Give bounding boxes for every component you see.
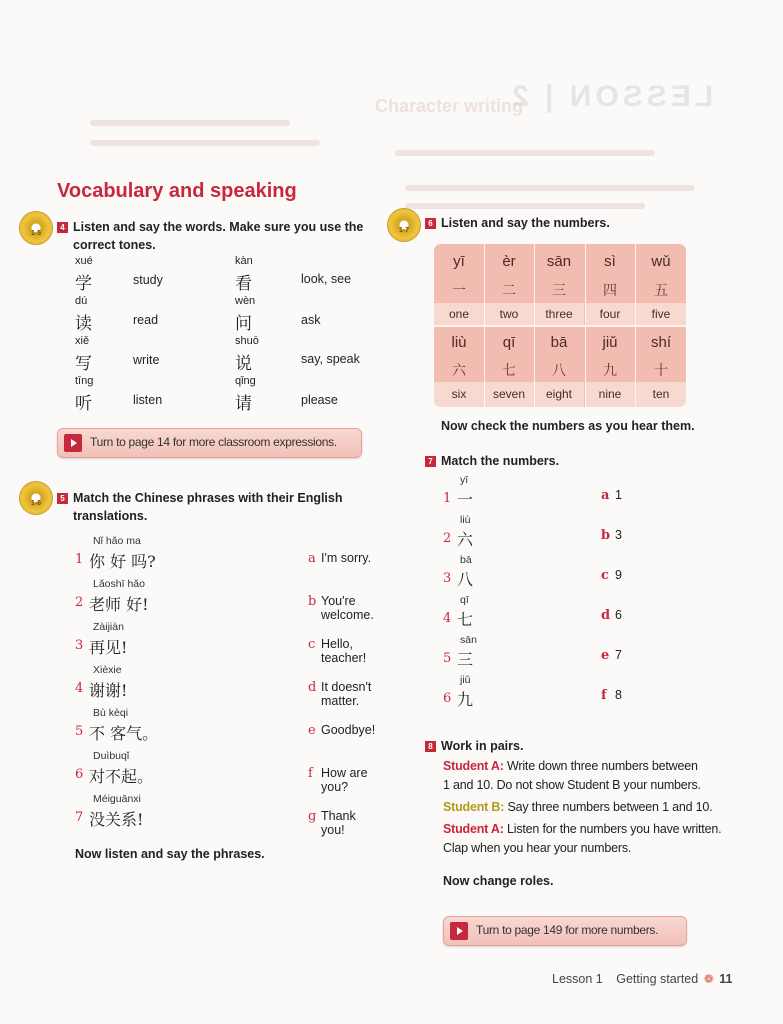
number-pinyin: liù bbox=[451, 334, 467, 351]
match-item: sān 5 三 e 7 bbox=[443, 634, 622, 669]
listen-say-phrases: Now listen and say the phrases. bbox=[75, 847, 265, 861]
number-hanzi: 八 bbox=[552, 363, 566, 379]
student-a-clap-instruction: Clap when you hear your numbers. bbox=[443, 841, 632, 855]
number-english: nine bbox=[585, 382, 635, 407]
number-pinyin: bā bbox=[550, 334, 568, 351]
ghost-section-title: Character writing bbox=[375, 96, 524, 116]
number-english: four bbox=[585, 303, 635, 325]
vocabulary-list bbox=[75, 255, 375, 415]
number-english: ten bbox=[636, 382, 686, 407]
page-number: 11 bbox=[719, 972, 733, 986]
match-item: yī 1 一 a 1 bbox=[443, 474, 622, 509]
numbers-grid bbox=[434, 244, 686, 407]
footer-lesson: Lesson 1 bbox=[552, 972, 603, 986]
word-item: kàn 看 bbox=[235, 255, 253, 294]
exercise-5-instruction: 5 Match the Chinese phrases with their English translations. bbox=[57, 489, 367, 525]
number-pinyin: shí bbox=[650, 334, 671, 351]
word-item: shuō 说 bbox=[235, 335, 259, 374]
word-item: dú 读 bbox=[75, 295, 92, 334]
number-hanzi: 三 bbox=[552, 283, 566, 299]
page-footer bbox=[552, 972, 732, 986]
exercise-8-instruction: 8 Work in pairs. bbox=[425, 737, 523, 755]
number-hanzi: 五 bbox=[654, 283, 668, 299]
student-b-instruction: Student B: Say three numbers between 1 and 10. bbox=[443, 800, 713, 814]
student-a-instruction-cont: 1 and 10. Do not show Student B your numbers. bbox=[443, 778, 701, 792]
match-item: qī 4 七 d 6 bbox=[443, 594, 622, 629]
exercise-number-badge: 5 bbox=[57, 493, 68, 504]
word-item: wèn 问 bbox=[235, 295, 256, 334]
word-gloss: say, speak bbox=[301, 352, 360, 366]
exercise-number-badge: 7 bbox=[425, 456, 436, 467]
phrase-row: Lǎoshī hǎo 2 老师 好! b You're welcome. bbox=[75, 578, 374, 622]
number-hanzi: 二 bbox=[502, 283, 516, 299]
exercise-number-badge: 6 bbox=[425, 218, 436, 229]
play-arrow-icon bbox=[64, 434, 82, 452]
section-title: Vocabulary and speaking bbox=[57, 180, 297, 202]
word-item: tīng 听 bbox=[75, 375, 94, 414]
number-english: five bbox=[636, 303, 686, 325]
word-gloss: listen bbox=[133, 393, 163, 407]
number-english: six bbox=[434, 382, 484, 407]
word-item: xué 学 bbox=[75, 255, 93, 294]
number-pinyin: qī bbox=[502, 334, 516, 351]
match-item: jiǔ 6 九 f 8 bbox=[443, 674, 622, 709]
change-roles-text: Now change roles. bbox=[443, 874, 554, 888]
number-english: one bbox=[434, 303, 484, 325]
phrase-row: Nǐ hǎo ma 1 你 好 吗? a I'm sorry. bbox=[75, 535, 372, 571]
phrase-row: Duìbuqǐ 6 对不起。 f How are you? bbox=[75, 750, 368, 794]
number-hanzi: 十 bbox=[654, 363, 668, 379]
word-gloss: ask bbox=[301, 313, 321, 327]
turn-to-page-149-button[interactable]: Turn to page 149 for more numbers. bbox=[443, 916, 687, 946]
word-gloss: write bbox=[133, 353, 160, 367]
check-numbers-text: Now check the numbers as you hear them. bbox=[441, 419, 695, 433]
word-item: xiě 写 bbox=[75, 335, 92, 374]
number-english: two bbox=[484, 303, 534, 325]
exercise-6-instruction: 6 Listen and say the numbers. bbox=[425, 214, 610, 232]
ghost-lesson-heading: LESSON | 2 bbox=[507, 80, 713, 113]
match-item: bā 3 八 c 9 bbox=[443, 554, 622, 589]
exercise-4-instruction: 4 Listen and say the words. Make sure you use the correct tones. bbox=[57, 218, 367, 254]
footer-title: Getting started bbox=[616, 972, 699, 986]
audio-cd-icon[interactable]: 1-5 bbox=[20, 212, 52, 244]
audio-cd-icon[interactable]: 1-7 bbox=[388, 209, 420, 241]
student-a-listen-instruction: Student A: Listen for the numbers you have written. bbox=[443, 822, 722, 836]
word-gloss: read bbox=[133, 313, 159, 327]
exercise-7-instruction: 7 Match the numbers. bbox=[425, 452, 559, 470]
phrase-row: Bù kèqi 5 不 客气。 e Goodbye! bbox=[75, 707, 376, 743]
number-english: eight bbox=[534, 382, 584, 407]
exercise-number-badge: 4 bbox=[57, 222, 68, 233]
exercise-number-badge: 8 bbox=[425, 741, 436, 752]
word-gloss: study bbox=[133, 273, 163, 287]
number-hanzi: 六 bbox=[452, 363, 466, 379]
number-hanzi: 七 bbox=[502, 363, 516, 379]
play-arrow-icon bbox=[450, 922, 468, 940]
turn-to-page-14-button[interactable]: Turn to page 14 for more classroom expressions. bbox=[57, 428, 362, 458]
phrase-row: Méiguānxi 7 没关系! g Thank you! bbox=[75, 793, 356, 837]
word-gloss: please bbox=[301, 393, 338, 407]
student-a-instruction: Student A: Write down three numbers between bbox=[443, 759, 698, 773]
match-item: liù 2 六 b 3 bbox=[443, 514, 622, 549]
phrase-row: Xièxie 4 谢谢! d It doesn't matter. bbox=[75, 664, 372, 708]
word-gloss: look, see bbox=[301, 272, 352, 286]
number-english: seven bbox=[484, 382, 534, 407]
word-item: qǐng 请 bbox=[235, 375, 256, 414]
number-hanzi: 四 bbox=[603, 283, 617, 299]
number-pinyin: wǔ bbox=[651, 253, 671, 270]
number-english: three bbox=[534, 303, 584, 325]
number-pinyin: yī bbox=[453, 253, 465, 270]
number-pinyin: sì bbox=[604, 253, 616, 270]
flower-icon: ❁ bbox=[703, 972, 714, 986]
number-pinyin: jiǔ bbox=[602, 334, 618, 351]
audio-cd-icon[interactable]: 1-6 bbox=[20, 482, 52, 514]
number-hanzi: 九 bbox=[603, 363, 617, 379]
number-pinyin: èr bbox=[502, 253, 516, 270]
phrase-row: Zàijiàn 3 再见! c Hello, teacher! bbox=[75, 621, 367, 665]
number-hanzi: 一 bbox=[452, 283, 466, 299]
number-pinyin: sān bbox=[546, 253, 572, 270]
